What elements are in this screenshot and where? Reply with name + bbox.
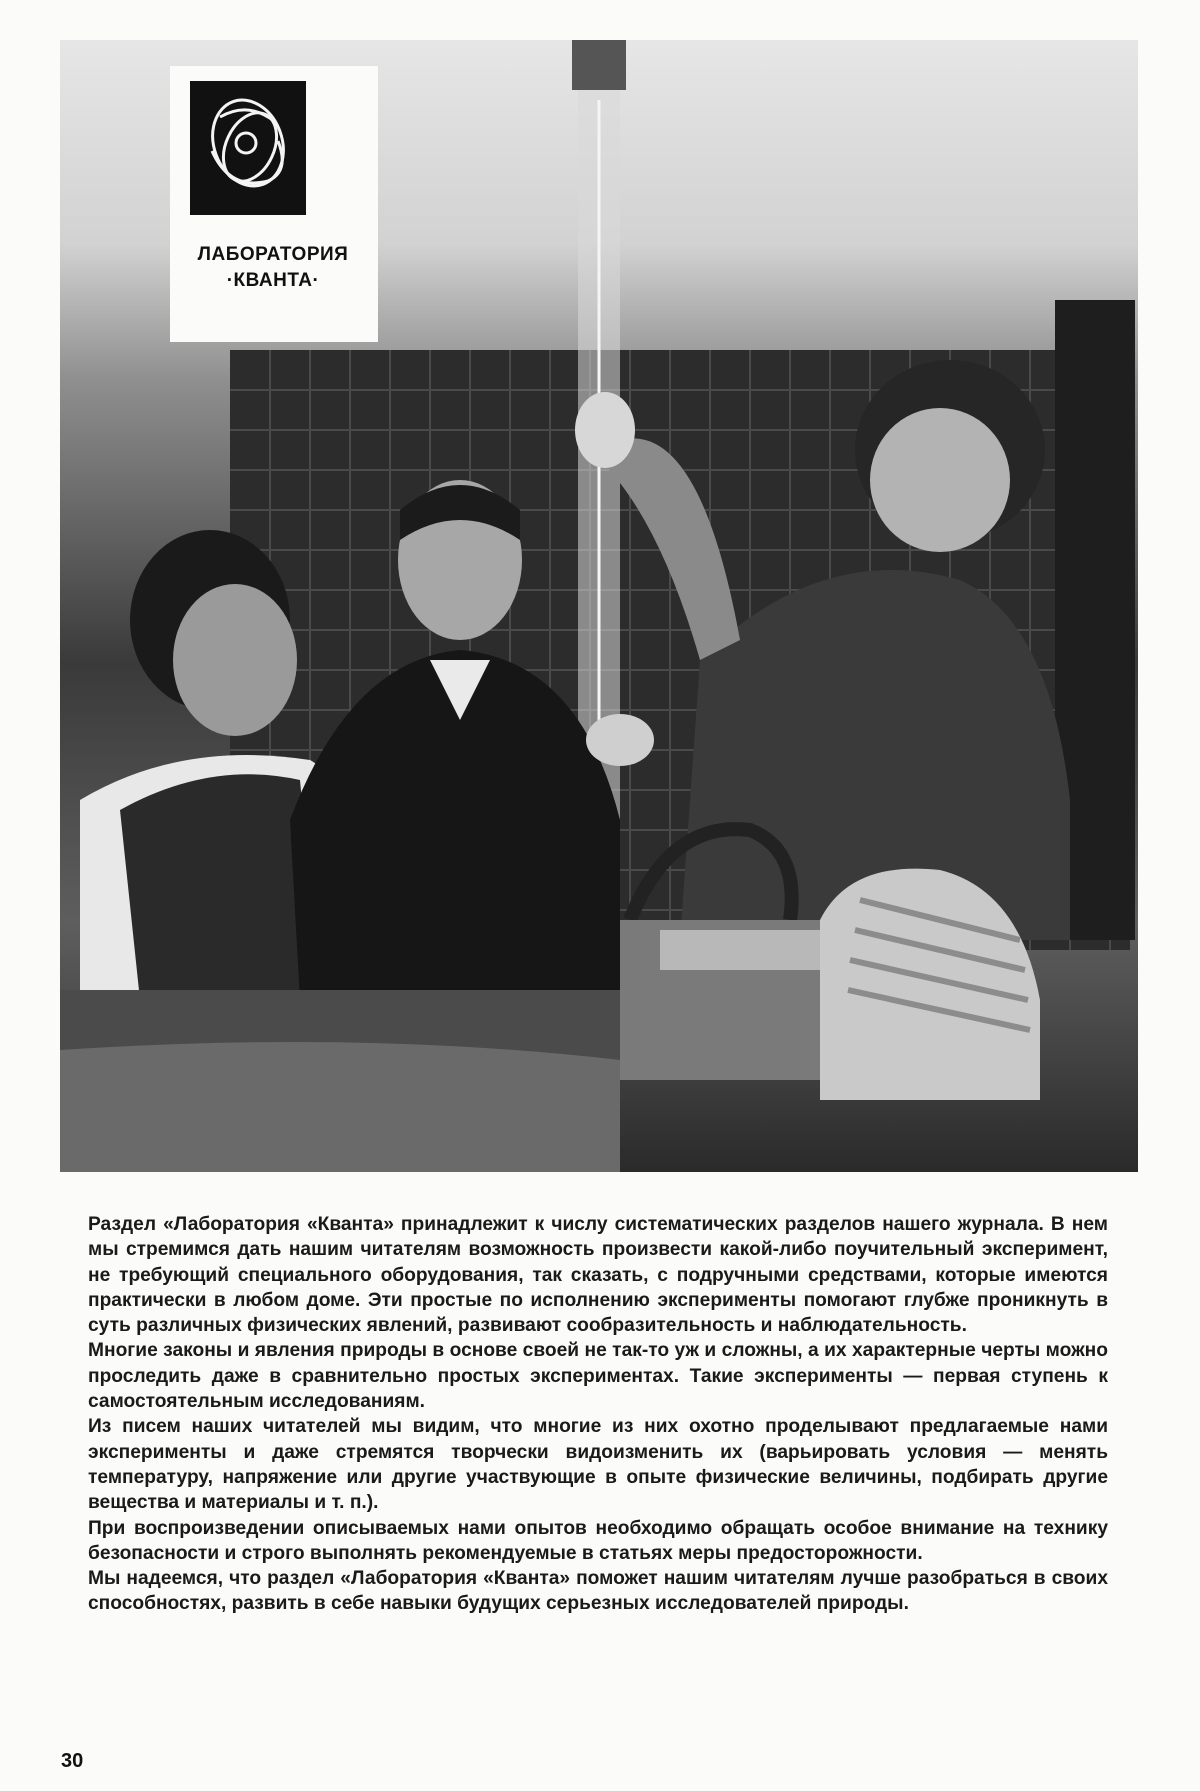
tube-cap <box>572 40 626 90</box>
hand-lower <box>586 714 654 766</box>
article-paragraph-4: При воспроизведении описываемых нами опытов необходимо обращать особое внимание на технику безопасности и строго выполнять рекомендуемые в статьях меры предосторожности. <box>88 1517 1108 1564</box>
student-right-face <box>870 408 1010 552</box>
student-left-vest <box>120 774 320 1000</box>
article-paragraph-3: Из писем наших читателей мы видим, что многие из них охотно проделывают предлагаемые нами эксперименты и даже стремятся творчески видоизменить их (варьировать условия — менять температуру, напряжение или другие участвующие в опыте физические величины, подбирать другие вещества и материалы и т. п.). <box>88 1416 1108 1514</box>
student-left-face <box>173 584 297 736</box>
rubric-title-line1: ЛАБОРАТОРИЯ <box>197 244 349 265</box>
article-text <box>88 1212 1108 1617</box>
article-paragraph-5: Мы надеемся, что раздел «Лаборатория «Кванта» поможет нашим читателям лучше разобраться в своих способностях, развить в себе навыки будущих серьезных исследователей природы. <box>88 1568 1108 1615</box>
rubric-block <box>170 66 378 342</box>
article-paragraph-1: Раздел «Лаборатория «Кванта» принадлежит к числу систематических разделов нашего журнала. В нем мы стремимся дать нашим читателям возможность произвести какой-либо поучительный эксперимент, не требующий специального оборудования, так сказать, с подручными средствами, которые имеются практически в любом доме. Эти простые по исполнению эксперименты помогают глубже проникнуть в суть различных физических явлений, развивают сообразительность и наблюдательность. <box>88 1214 1108 1337</box>
page-number: 30 <box>61 1750 84 1772</box>
rubric-title <box>170 242 376 294</box>
rubric-title-line2: ·КВАНТА· <box>226 270 320 291</box>
orbit-scribble-icon <box>190 81 306 215</box>
hand-holding-tube <box>575 392 635 468</box>
desk-surface <box>60 1042 620 1172</box>
laboratory-logo <box>190 81 306 215</box>
article-paragraph-2: Многие законы и явления природы в основе своей не так-то уж и сложны, а их характерные черты можно проследить даже в сравнительно простых экспериментах. Такие эксперименты — первая ступень к самостоятельным исследованиям. <box>88 1340 1108 1413</box>
